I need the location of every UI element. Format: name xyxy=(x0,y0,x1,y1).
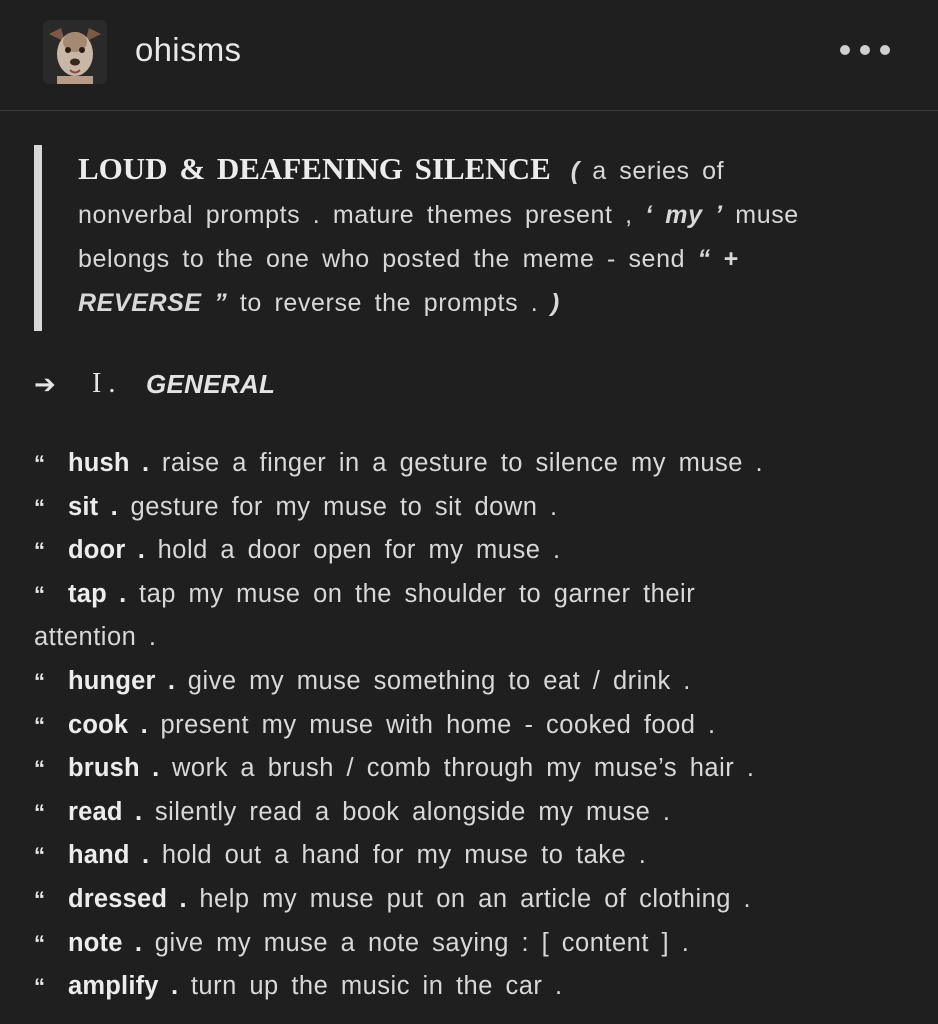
list-item xyxy=(34,704,914,748)
section-label: GENERAL xyxy=(146,369,276,399)
list-item xyxy=(34,442,914,486)
prompt-text: hold out a hand for my muse to take . xyxy=(161,841,647,870)
prompt-text: tap my muse on the shoulder to garner their xyxy=(139,579,696,608)
prompt-keyword: note . xyxy=(68,928,143,957)
list-item xyxy=(34,791,914,835)
prompt-keyword: tap . xyxy=(68,579,127,608)
prompt-keyword: amplify . xyxy=(68,972,179,1001)
prompt-text: give my muse something to eat / drink . xyxy=(187,666,691,695)
bullet-icon: “ xyxy=(34,668,46,694)
bullet-icon: “ xyxy=(34,843,46,869)
list-item xyxy=(34,834,914,878)
my-emphasis: ‘ my ’ xyxy=(645,201,723,229)
more-options-button[interactable] xyxy=(840,38,890,62)
prompt-keyword: brush . xyxy=(68,754,160,783)
list-item xyxy=(34,573,914,660)
more-dots-icon xyxy=(860,45,870,55)
list-item xyxy=(34,660,914,704)
intro-line-3: belongs to the one who posted the meme - send xyxy=(78,245,698,273)
bullet-icon: “ xyxy=(34,494,46,520)
prompt-list xyxy=(34,442,914,1009)
prompt-text: work a brush / comb through my muse’s hair . xyxy=(172,754,755,783)
bullet-icon: “ xyxy=(34,799,46,825)
intro-text xyxy=(78,147,898,325)
bullet-icon: “ xyxy=(34,538,46,564)
post-title: LOUD & DEAFENING SILENCE xyxy=(78,151,551,186)
arrow-right-icon: ➔ xyxy=(34,369,56,399)
more-dots-icon xyxy=(840,45,850,55)
prompt-text: present my muse with home - cooked food . xyxy=(160,710,716,739)
bullet-icon: “ xyxy=(34,886,46,912)
list-item xyxy=(34,922,914,966)
section-heading xyxy=(34,362,275,406)
avatar[interactable] xyxy=(43,20,107,84)
prompt-text: silently read a book alongside my muse . xyxy=(154,797,671,826)
intro-blockquote xyxy=(34,145,894,331)
prompt-text: help my muse put on an article of clothing . xyxy=(199,884,752,913)
prompt-text: hold a door open for my muse . xyxy=(157,536,561,565)
prompt-text: give my muse a note saying : [ content ] . xyxy=(154,928,690,957)
username[interactable]: ohisms xyxy=(135,31,242,68)
prompt-text: gesture for my muse to sit down . xyxy=(130,492,558,521)
prompt-keyword: cook . xyxy=(68,710,148,739)
paren-close: ) xyxy=(550,289,560,317)
prompt-keyword: read . xyxy=(68,797,143,826)
prompt-keyword: hand . xyxy=(68,841,150,870)
prompt-text: raise a finger in a gesture to silence my muse . xyxy=(161,449,764,477)
bullet-icon: “ xyxy=(34,756,46,782)
bullet-icon: “ xyxy=(34,974,46,1000)
intro-line-4: to reverse the prompts . xyxy=(227,289,539,317)
list-item xyxy=(34,747,914,791)
bullet-icon: “ xyxy=(34,930,46,956)
post-header xyxy=(0,0,938,111)
section-numeral: I . xyxy=(92,368,116,399)
paren-open: ( xyxy=(570,157,580,185)
list-item xyxy=(34,878,914,922)
prompt-text-continuation: attention . xyxy=(34,623,157,652)
prompt-keyword: hush . xyxy=(68,449,150,477)
list-item xyxy=(34,529,914,573)
blockquote-bar xyxy=(34,145,42,331)
bullet-icon: “ xyxy=(34,581,46,607)
list-item xyxy=(34,486,914,530)
prompt-keyword: hunger . xyxy=(68,666,176,695)
list-item xyxy=(34,965,914,1009)
more-dots-icon xyxy=(880,45,890,55)
bullet-icon: “ xyxy=(34,712,46,738)
reverse-keyword: REVERSE ” xyxy=(78,289,228,317)
bullet-icon: “ xyxy=(34,451,46,476)
intro-line-1: a series of xyxy=(592,157,725,185)
send-open: “ + xyxy=(697,245,739,273)
prompt-keyword: door . xyxy=(68,536,146,565)
dog-avatar-icon xyxy=(43,20,107,84)
intro-line-2-end: muse xyxy=(722,201,799,229)
intro-line-2: nonverbal prompts . mature themes present , xyxy=(78,201,646,229)
prompt-text: turn up the music in the car . xyxy=(190,972,563,1001)
prompt-keyword: sit . xyxy=(68,492,118,521)
prompt-keyword: dressed . xyxy=(68,884,187,913)
